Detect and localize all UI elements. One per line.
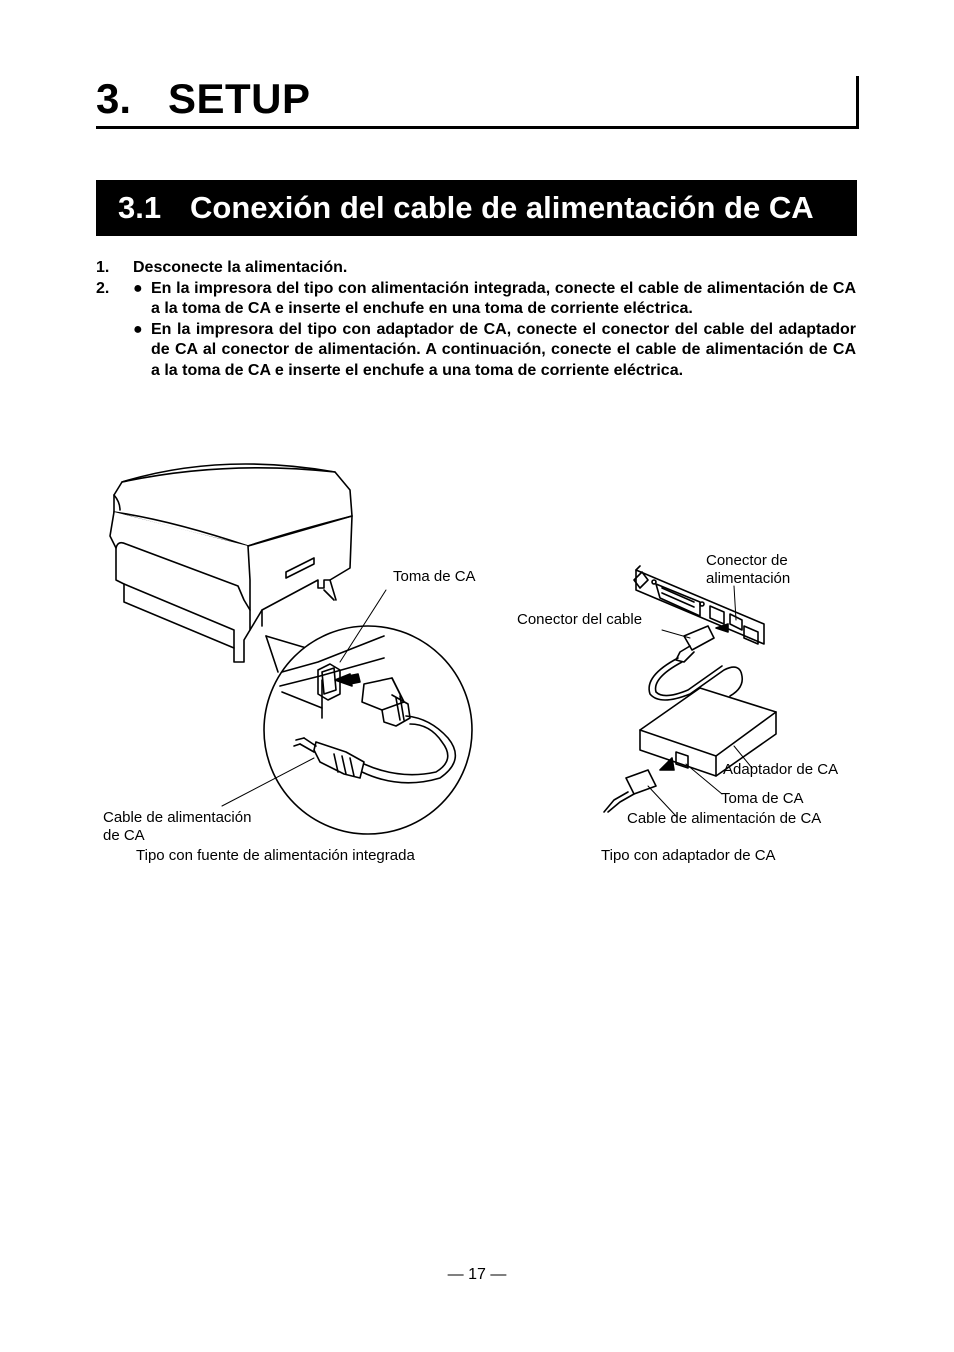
label-conector-alimentacion: Conector de [706, 552, 788, 569]
bullet-text: En la impresora del tipo con alimentación integrada, conecte el cable de alimentación de CA a la toma de CA e inserte el enchufe en una toma de corriente eléctrica. [151, 279, 856, 317]
bullet-dot-icon: ● [133, 320, 143, 338]
step-number: 2. [96, 279, 110, 297]
caption-adapter-type: Tipo con adaptador de CA [601, 847, 776, 864]
label-cable-alimentacion-cont: de CA [103, 827, 145, 844]
bullet-dot-icon: ● [133, 279, 143, 297]
zoom-callout [222, 590, 472, 834]
section-number: 3.1 [118, 190, 162, 225]
label-conector-cable: Conector del cable [517, 611, 643, 628]
chapter-title: SETUP [168, 75, 311, 122]
label-toma-adaptador: Toma de CA [721, 790, 804, 807]
chapter-number: 3. [96, 75, 132, 122]
step-2 [96, 279, 856, 382]
bullet-text: En la impresora del tipo con adaptador de CA, conecte el conector del cable del adaptador de CA al conector de alimentación. A continuación, conecte el cable de alimentación de CA a la toma de CA e inserte el enchufe a una toma de corriente eléctrica. [151, 320, 856, 379]
label-adaptador: Adaptador de CA [723, 761, 839, 778]
step-number: 1. [96, 259, 110, 276]
label-cable-alimentacion: Cable de alimentación [103, 809, 252, 826]
section-title: Conexión del cable de alimentación de CA [190, 190, 814, 225]
section-heading [96, 180, 857, 236]
step-1 [96, 258, 856, 279]
chapter-heading [96, 76, 859, 129]
caption-integrated-type: Tipo con fuente de alimentación integrada [136, 847, 415, 864]
bullet-item [133, 320, 856, 382]
label-cable-adaptador: Cable de alimentación de CA [627, 810, 822, 827]
label-toma-de-ca: Toma de CA [393, 568, 476, 585]
label-conector-alimentacion-cont: alimentación [706, 570, 791, 587]
bullet-item [133, 279, 856, 320]
connection-figure [0, 440, 954, 880]
instruction-steps [96, 258, 856, 381]
printer-illustration [110, 464, 352, 662]
page-number: — 17 — [447, 1266, 507, 1283]
step-text: Desconecte la alimentación. [133, 259, 348, 276]
